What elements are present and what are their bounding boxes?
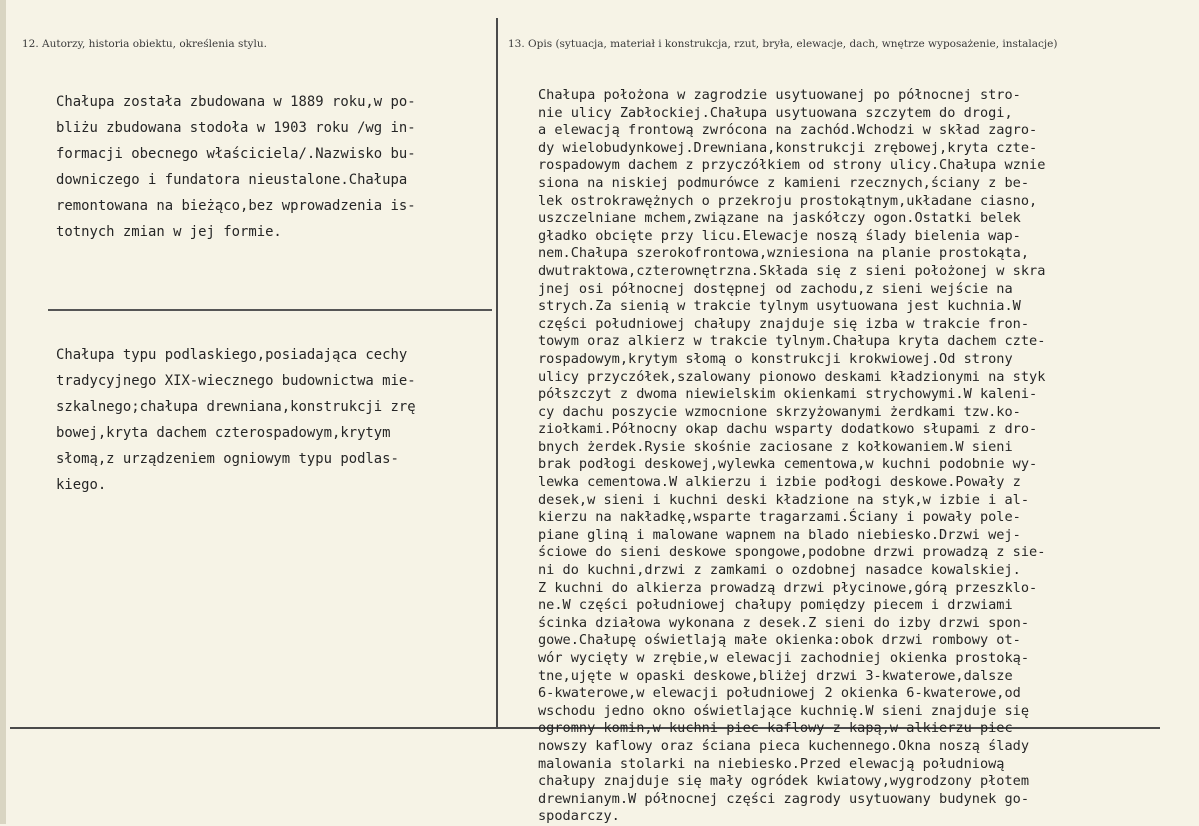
style-line: bowej,kryta dachem czterospadowym,krytym bbox=[56, 425, 391, 441]
description-line: ścinka działowa wykonana z desek.Z sieni do izby drzwi spon- bbox=[538, 614, 1030, 631]
history-line: formacji obecnego właściciela/.Nazwisko bu- bbox=[56, 146, 416, 162]
page-edge bbox=[0, 0, 6, 824]
description-line: półszczyt z dwoma niewielskim okienkami strychowymi.W kaleni- bbox=[538, 386, 1038, 403]
description-line: ogromny komin,w kuchni piec kaflowy z kapą,w alkierzu piec bbox=[538, 720, 1013, 737]
section-12-header: 12. Autorzy, historia obiektu, określenia stylu. bbox=[22, 38, 267, 50]
description-line: siona na niskiej podmurówce z kamieni rzecznych,ściany z be- bbox=[538, 174, 1030, 191]
description-line: ziołkami.Północny okap dachu wsparty dodatkowo słupami z dro- bbox=[538, 421, 1038, 438]
description-line: części południowej chałupy znajduje się izba w trakcie fron- bbox=[538, 315, 1030, 332]
section-divider bbox=[48, 309, 492, 311]
description-line: gowe.Chałupę oświetlają małe okienka:obok drzwi rombowy ot- bbox=[538, 632, 1021, 649]
description-line: wór wycięty w zrębie,w elewacji zachodniej okienka prostoką- bbox=[538, 650, 1030, 666]
description-line: towym oraz alkierz w trakcie tylnym.Chałupa kryta dachem czte- bbox=[538, 333, 1046, 350]
history-line: downiczego i fundatora nieustalone.Chałupa bbox=[56, 172, 408, 188]
description-line: kierzu na nakładkę,wsparte tragarzami.Ściany i powały pole- bbox=[538, 509, 1021, 526]
description-line: strych.Za sienią w trakcie tylnym usytuowana jest kuchnia.W bbox=[538, 298, 1021, 315]
column-divider bbox=[496, 18, 498, 728]
description-line: piane gliną i malowane wapnem na blado niebiesko.Drzwi wej- bbox=[538, 526, 1021, 543]
description-line: Z kuchni do alkierza prowadzą drzwi płycinowe,górą przeszklo- bbox=[538, 579, 1038, 596]
description-line: jnej osi północnej dostępnej od zachodu,z sieni wejście na bbox=[538, 280, 1013, 297]
style-line: kiego. bbox=[56, 477, 107, 493]
description-line: drewnianym.W północnej części zagrody usytuowany budynek go- bbox=[538, 790, 1030, 807]
description-line: ulicy przyczółek,szalowany pionowo deskami kładzionymi na styk bbox=[538, 368, 1046, 385]
description-line: lek ostrokrawężnych o przekroju prostokątnym,układane ciasno, bbox=[538, 192, 1038, 209]
description-line: rospadowym dachem z przyczółkiem od strony ulicy.Chałupa wznie bbox=[538, 157, 1046, 174]
style-line: tradycyjnego XIX-wiecznego budownictwa mie- bbox=[56, 373, 416, 389]
description-line: nowszy kaflowy oraz ściana pieca kuchennego.Okna noszą ślady bbox=[538, 737, 1030, 754]
description-line: dy wielobudynkowej.Drewniana,konstrukcji zrębowej,kryta czte- bbox=[538, 139, 1038, 156]
description-line: lewka cementowa.W alkierzu i izbie podłogi deskowe.Powały z bbox=[538, 474, 1021, 491]
style-line: Chałupa typu podlaskiego,posiadająca cechy bbox=[56, 347, 408, 363]
description-line: ściowe do sieni deskowe spongowe,podobne drzwi prowadzą z sie- bbox=[538, 544, 1046, 561]
section-13-header: 13. Opis (sytuacja, materiał i konstrukcja, rzut, bryła, elewacje, dach, wnętrze wyposażenie, instalacje) bbox=[508, 38, 1058, 50]
history-line: totnych zmian w jej formie. bbox=[56, 224, 282, 240]
description-line: a elewacją frontową zwrócona na zachód.Wchodzi w skład zagro- bbox=[538, 122, 1038, 139]
history-line: Chałupa została zbudowana w 1889 roku,w po- bbox=[56, 94, 416, 110]
description-line: cy dachu poszycie wzmocnione skrzyżowanymi żerdkami tzw.ko- bbox=[538, 403, 1021, 420]
history-paragraph bbox=[56, 89, 416, 245]
description-line: Chałupa położona w zagrodzie usytuowanej po północnej stro- bbox=[538, 87, 1021, 103]
description-line: bnych żerdek.Rysie skośnie zaciosane z kołkowaniem.W sieni bbox=[538, 438, 1013, 455]
description-line: rospadowym,krytym słomą o konstrukcji krokwiowej.Od strony bbox=[538, 350, 1013, 367]
history-line: bliżu zbudowana stodoła w 1903 roku /wg in- bbox=[56, 120, 416, 136]
style-line: szkalnego;chałupa drewniana,konstrukcji zrę bbox=[56, 399, 416, 415]
description-line: chałupy znajduje się mały ogródek kwiatowy,wygrodzony płotem bbox=[538, 773, 1030, 790]
description-line: desek,w sieni i kuchni deski kładzione na styk,w izbie i al- bbox=[538, 491, 1030, 508]
style-line: słomą,z urządzeniem ogniowym typu podlas- bbox=[56, 451, 399, 467]
description-line: nie ulicy Zabłockiej.Chałupa usytuowana szczytem do drogi, bbox=[538, 104, 1013, 121]
description-line: spodarczy. bbox=[538, 808, 620, 825]
description-line: brak podłogi deskowej,wylewka cementowa,w kuchni podobnie wy- bbox=[538, 456, 1038, 473]
description-line: wschodu jedno okno oświetlające kuchnię.W sieni znajduje się bbox=[538, 702, 1030, 719]
description-line: uszczelniane mchem,związane na jaskółczy ogon.Ostatki belek bbox=[538, 210, 1021, 227]
description-line: ni do kuchni,drzwi z zamkami o ozdobnej nasadce kowalskiej. bbox=[538, 562, 1021, 579]
description-line: nem.Chałupa szerokofrontowa,wzniesiona na planie prostokąta, bbox=[538, 245, 1030, 262]
history-line: remontowana na bieżąco,bez wprowadzenia is- bbox=[56, 198, 416, 214]
description-line: 6-kwaterowe,w elewacji południowej 2 okienka 6-kwaterowe,od bbox=[538, 685, 1021, 702]
description-line: ne.W części południowej chałupy pomiędzy piecem i drzwiami bbox=[538, 597, 1013, 614]
style-paragraph bbox=[56, 342, 416, 498]
description-line: tne,ujęte w opaski deskowe,bliżej drzwi 3-kwaterowe,dalsze bbox=[538, 667, 1013, 684]
description-line: gładko obcięte przy licu.Elewacje noszą ślady bielenia wap- bbox=[538, 227, 1021, 244]
description-paragraph bbox=[538, 87, 1045, 826]
description-line: dwutraktowa,czterownętrzna.Składa się z sieni położonej w skra bbox=[538, 262, 1046, 279]
description-line: malowania stolarki na niebiesko.Przed elewacją południową bbox=[538, 755, 1005, 772]
